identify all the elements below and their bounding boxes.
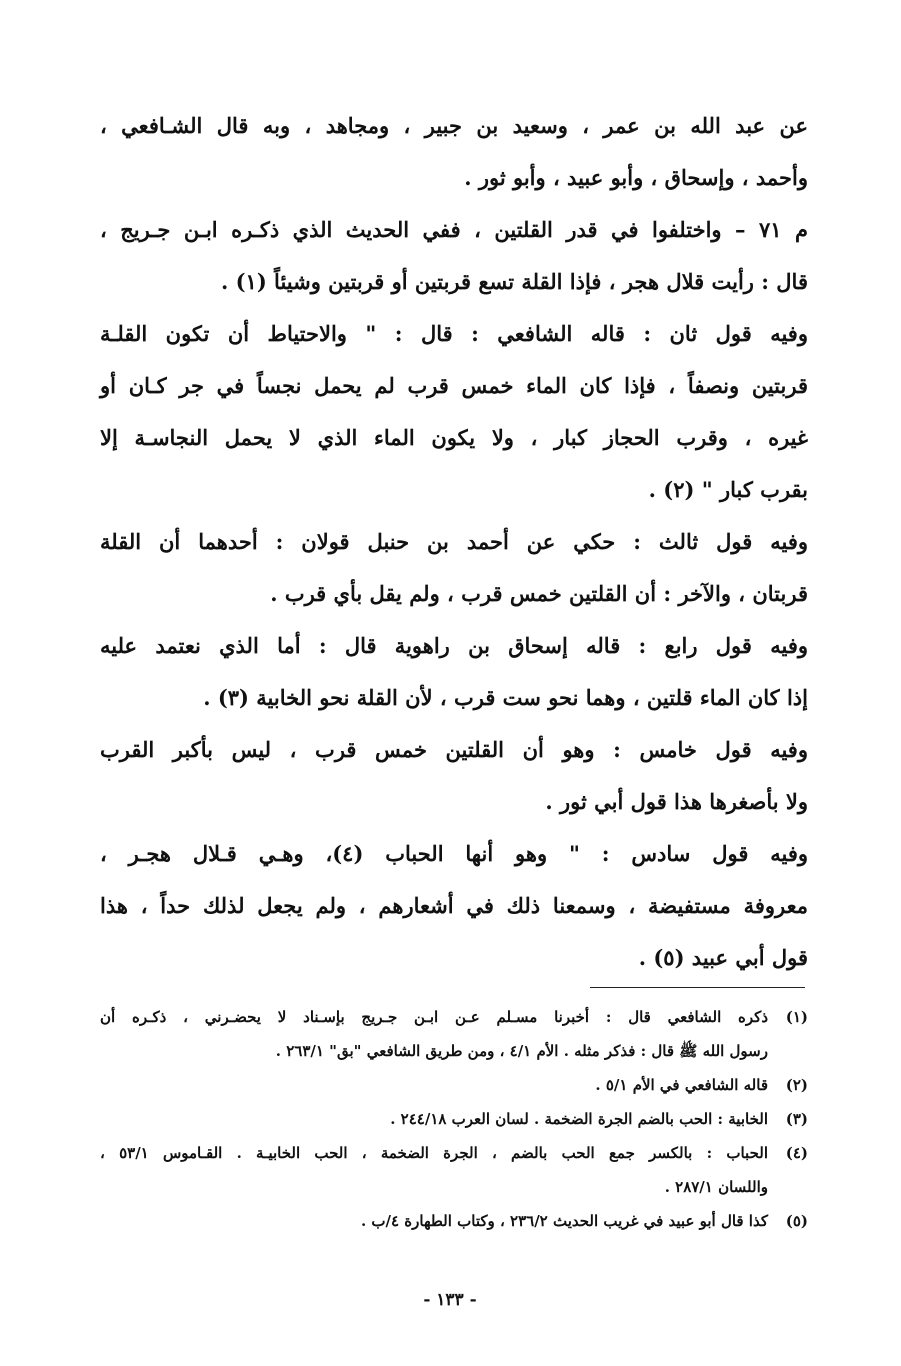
footnote-number: (٣) [785,1110,808,1128]
text-line: وفيه قول سادس : " وهو أنها الحباب (٤)، وهـي قـلال هجـر ، [100,841,808,866]
text-line: وأحمد ، وإسحاق ، وأبو عبيد ، وأبو ثور . [464,165,808,190]
text-line: عن عبد الله بن عمر ، وسعيد بن جبير ، ومجاهد ، وبه قال الشـافعي ، [100,113,808,138]
text-line: قال : رأيت قلال هجر ، فإذا القلة تسع قربتين أو قربتين وشيئاً (١) . [220,269,808,294]
text-line: وفيه قول ثالث : حكي عن أحمد بن حنبل قولان : أحدهما أن القلة [100,529,808,554]
footnote-number: (٥) [785,1212,808,1230]
footnote-text: قاله الشافعي في الأم ٥/١ . [595,1076,768,1094]
footnote-text: الحباب : بالكسر جمع الحب بالضم ، الجرة الضخمة ، الحب الخابيـة . القـاموس ٥٣/١ ، [100,1144,768,1162]
footnote [100,1068,808,1102]
footnotes [100,1000,808,1238]
text-line: إذا كان الماء قلتين ، وهما نحو ست قرب ، لأن القلة نحو الخابية (٣) . [203,685,808,710]
footnote-separator [590,987,805,988]
main-text [100,100,808,984]
text-line: غيره ، وقرب الحجاز كبار ، ولا يكون الماء الذي لا يحمل النجاسـة إلا [100,425,808,450]
text-line: بقرب كبار " (٢) . [648,477,808,502]
footnote-number: (٤) [785,1144,808,1162]
text-line: ولا بأصغرها هذا قول أبي ثور . [545,789,808,814]
footnote [100,1102,808,1136]
footnote-text: ذكره الشافعي قال : أخبرنا مسـلم عـن ابـن جـريج بإسـناد لا يحضـرني ، ذكـره أن [100,1008,768,1026]
footnote [100,1136,808,1204]
footnote [100,1000,808,1068]
text-line: وفيه قول ثان : قاله الشافعي : قال : " والاحتياط أن تكون القلـة [100,321,808,346]
text-line: م ٧١ – واختلفوا في قدر القلتين ، ففي الحديث الذي ذكـره ابـن جـريج ، [100,217,808,242]
text-line: وفيه قول رابع : قاله إسحاق بن راهوية قال : أما الذي نعتمد عليه [100,633,808,658]
text-line: قربتين ونصفاً ، فإذا كان الماء خمس قرب لم يحمل نجساً في جر كـان أو [100,373,808,398]
footnote-text: الخابية : الحب بالضم الجرة الضخمة . لسان العرب ٢٤٤/١٨ . [390,1110,768,1128]
text-line: قربتان ، والآخر : أن القلتين خمس قرب ، ولم يقل بأي قرب . [270,581,808,606]
footnote-number: (٢) [785,1076,808,1094]
footnote-text: واللسان ٢٨٧/١ . [664,1178,768,1196]
page-number: - ١٣٣ - [423,1290,477,1310]
footnote [100,1204,808,1238]
footnote-text: كذا قال أبو عبيد في غريب الحديث ٢٣٦/٢ ، وكتاب الطهارة ٤/ب . [360,1212,768,1230]
text-line: وفيه قول خامس : وهو أن القلتين خمس قرب ، ليس بأكبر القرب [100,737,808,762]
footnote-text: رسول الله ﷺ قال : فذكر مثله . الأم ٤/١ ، ومن طريق الشافعي "بق" ٢٦٣/١ . [275,1042,768,1060]
text-line: معروفة مستفيضة ، وسمعنا ذلك في أشعارهم ، ولم يجعل لذلك حداً ، هذا [100,893,808,918]
text-line: قول أبي عبيد (٥) . [638,945,808,970]
footnote-number: (١) [785,1008,808,1026]
